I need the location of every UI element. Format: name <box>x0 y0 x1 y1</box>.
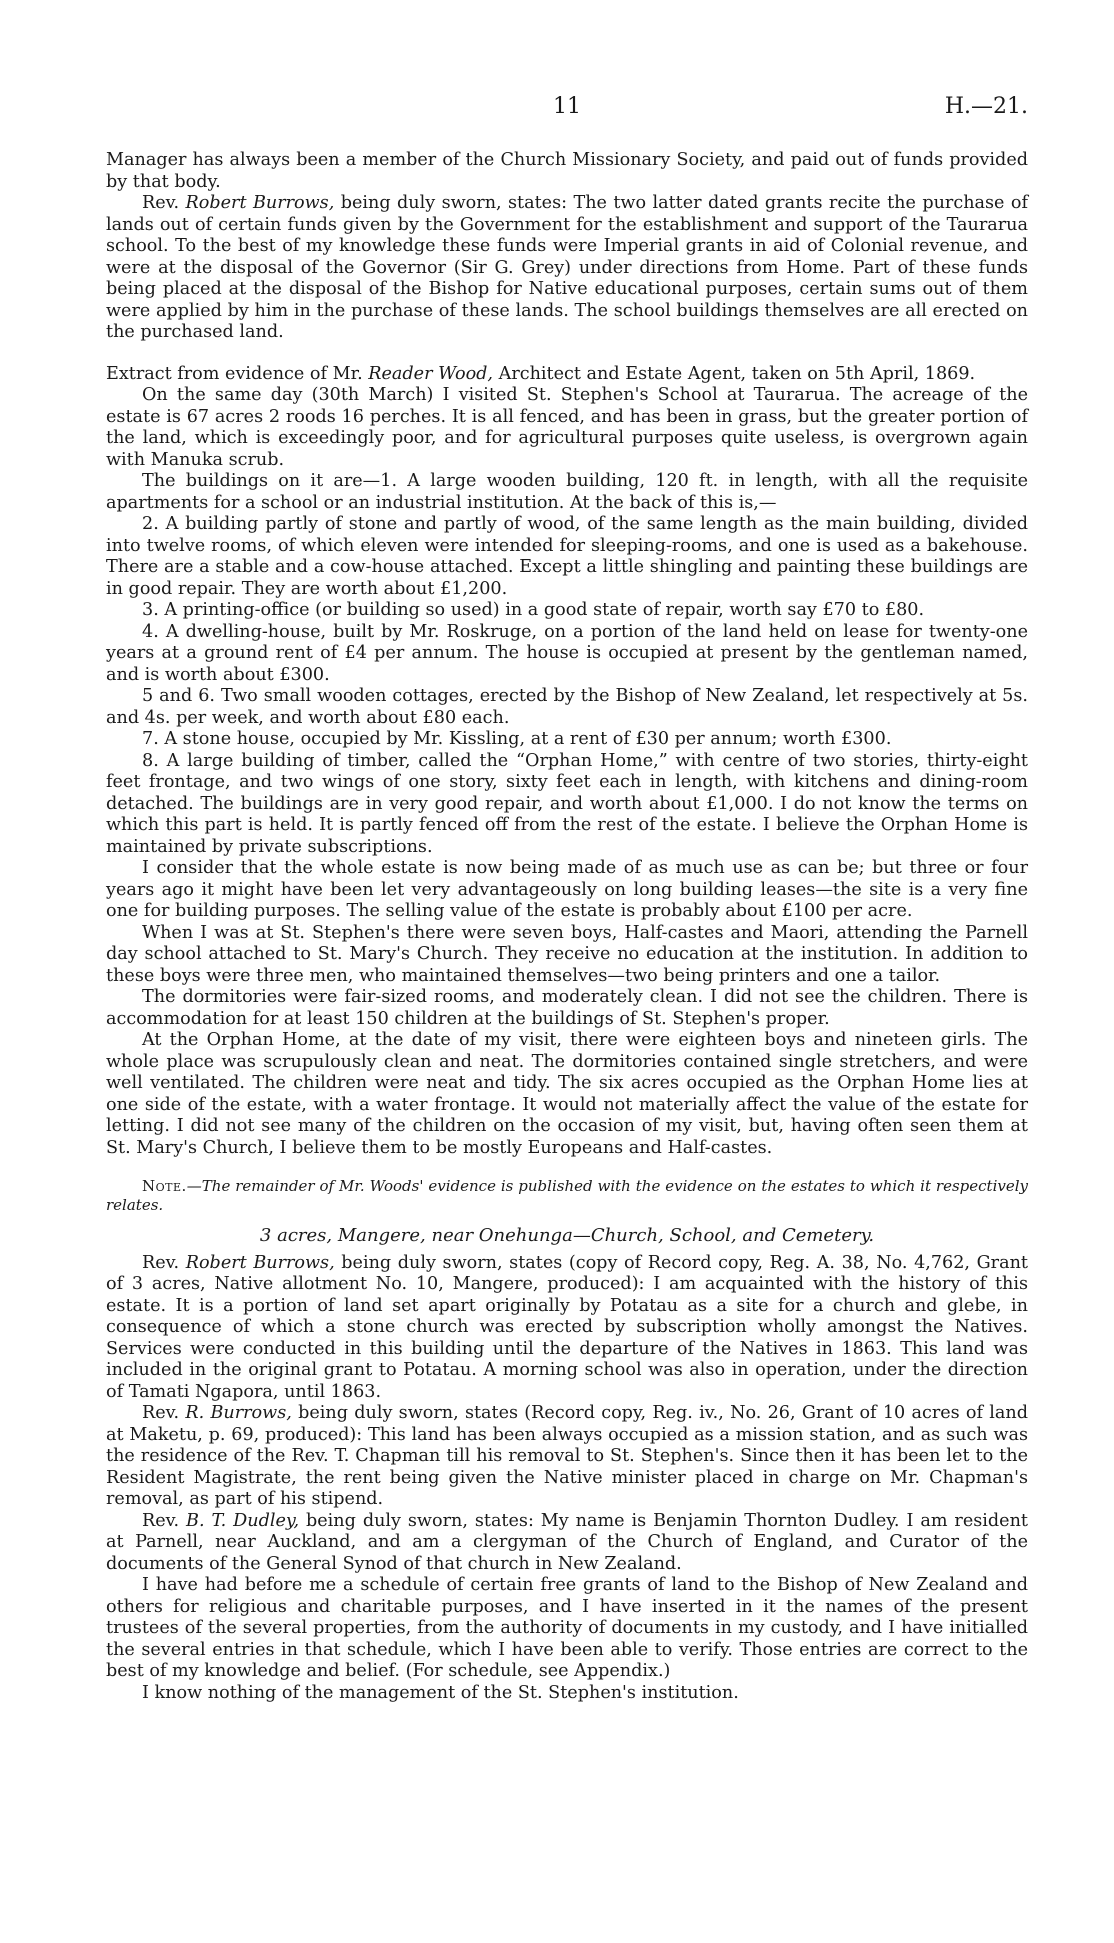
text-segment: being duly sworn, states (Record copy, Reg. iv., No. 26, Grant of 10 acres of land at Maketu, p. 69, produced): This land has been always occupied as a mission station, and as such was the residence of the Rev. T. Chapman till his removal to St. Stephen's. Since then it has been let to the Resident Magistrate, the rent being given the Native minister placed in charge on Mr. Chapman's removal, as part of his stipend. <box>106 1403 1028 1509</box>
paragraph-building-5-6: 5 and 6. Two small wooden cottages, erected by the Bishop of New Zealand, let respectively at 5s. and 4s. per week, and worth about £80 each. <box>106 686 1028 728</box>
page-number: 11 <box>553 94 581 119</box>
section-title: 3 acres, Mangere, near Onehunga—Church, School, and Cemetery. <box>259 1225 875 1246</box>
paragraph-maketu <box>106 1403 1028 1511</box>
paragraph-extract-heading <box>106 364 1028 386</box>
witness-name: R. Burrows, <box>185 1403 292 1423</box>
witness-name: Robert Burrows, <box>185 193 335 213</box>
paragraph-continued: Manager has always been a member of the Church Missionary Society, and paid out of funds provided by that body. <box>106 150 1028 192</box>
text-segment: Rev. <box>142 193 186 213</box>
text-segment: Architect and Estate Agent, taken on 5th April, 1869. <box>493 363 976 384</box>
note-label: Note. <box>142 1177 187 1195</box>
paragraph-orphan-home: At the Orphan Home, at the date of my visit, there were eighteen boys and nineteen girls. The whole place was scrupulously clean and neat. The dormitories contained single stretchers, and were well ventilated. The children were neat and tidy. The six acres occupied as the Orphan Home lies at one side of the estate, with a water frontage. It would not materially affect the value of the estate for letting. I did not see many of the children on the occasion of my visit, but, having often seen them at St. Mary's Church, I believe them to be mostly Europeans and Half-castes. <box>106 1030 1028 1158</box>
paragraph-building-4: 4. A dwelling-house, built by Mr. Roskruge, on a portion of the land held on lease for twenty-one years at a ground rent of £4 per annum. The house is occupied at present by the gentleman named, and is worth about £300. <box>106 621 1028 685</box>
paragraph-dudley <box>106 1511 1028 1576</box>
document-reference: H.—21. <box>944 94 1028 119</box>
note <box>106 1177 1028 1215</box>
witness-name: Reader Wood, <box>368 363 494 384</box>
paragraph-visit: On the same day (30th March) I visited St. Stephen's School at Taurarua. The acreage of the estate is 67 acres 2 roods 16 perches. It is all fenced, and has been in grass, but the greater portion of the land, which is exceedingly poor, and for agricultural purposes quite useless, is overgrown again with Manuka scrub. <box>106 385 1028 470</box>
paragraph-mangere <box>106 1253 1028 1404</box>
paragraph-building-3: 3. A printing-office (or building so used) in a good state of repair, worth say £70 to £80. <box>142 600 925 620</box>
paragraph-buildings: The buildings on it are—1. A large wooden building, 120 ft. in length, with all the requisite apartments for a school or an industrial institution. At the back of this is,— <box>106 471 1028 513</box>
document-page <box>106 96 1028 1704</box>
paragraph-building-8: 8. A large building of timber, called the “Orphan Home,” with centre of two stories, thirty-eight feet frontage, and two wings of one story, sixty feet each in length, with kitchens and dining-room detached. The buildings are in very good repair, and worth about £1,000. I do not know the terms on which this part is held. It is partly fenced off from the rest of the estate. I believe the Orphan Home is maintained by private subscriptions. <box>106 750 1028 857</box>
text-segment: Rev. <box>142 1252 186 1273</box>
paragraph-building-2: 2. A building partly of stone and partly of wood, of the same length as the main building, divided into twelve rooms, of which eleven were intended for sleeping-rooms, and one is used as a bakehouse. There are a stable and a cow-house attached. Except a little shingling and painting these buildings are in good repair. They are worth about £1,200. <box>106 514 1028 599</box>
paragraph-building-7: 7. A stone house, occupied by Mr. Kissling, at a rent of £30 per annum; worth £300. <box>142 729 892 749</box>
page-header <box>106 96 1028 132</box>
paragraph-boys: When I was at St. Stephen's there were seven boys, Half-castes and Maori, attending the Parnell day school attached to St. Mary's Church. They receive no education at the institution. In addition to these boys were three men, who maintained themselves—two being printers and one a tailor. <box>106 922 1028 986</box>
paragraph-burrows-statement <box>106 193 1028 344</box>
text-segment: being duly sworn, states (copy of Record copy, Reg. A. 38, No. 4,762, Grant of 3 acres, Native allotment No. 10, Mangere, produced): I am acquainted with the history of this estate. It is a portion of land set apart originally by Potatau as a site for a church and glebe, in consequence of which a stone church was erected by subscription wholly amongst the Natives. Services were conducted in this building until the departure of the Natives in 1863. This land was included in the original grant to Potatau. A morning school was also in operation, under the direction of Tamati Ngapora, until 1863. <box>106 1252 1028 1402</box>
paragraph-closing: I know nothing of the management of the St. Stephen's institution. <box>142 1682 739 1703</box>
text-segment: Extract from evidence of Mr. <box>106 363 369 384</box>
paragraph-estate-use: I consider that the whole estate is now being made of as much use as can be; but three or four years ago it might have been let very advantageously on long building leases—the site is a very fine one for building purposes. The selling value of the estate is probably about £100 per acre. <box>106 858 1028 921</box>
witness-name: Robert Burrows, <box>185 1252 335 1273</box>
text-segment: Rev. <box>142 1403 186 1423</box>
paragraph-schedule: I have had before me a schedule of certain free grants of land to the Bishop of New Zealand and others for religious and charitable purposes, and I have inserted in it the names of the present trustees of the several properties, from the authority of documents in my custody, and I have initialled the several entries in that schedule, which I have been able to verify. Those entries are correct to the best of my knowledge and belief. (For schedule, see Appendix.) <box>106 1575 1028 1681</box>
note-text: —The remainder of Mr. Woods' evidence is published with the evidence on the estates to which it respectively relates. <box>106 1177 1028 1214</box>
witness-name: B. T. Dudley, <box>186 1510 300 1531</box>
text-segment: being duly sworn, states: My name is Benjamin Thornton Dudley. I am resident at Parnell, near Auckland, and am a clergyman of the Church of England, and Curator of the documents of the General Synod of that church in New Zealand. <box>106 1510 1028 1574</box>
paragraph-dormitories: The dormitories were fair-sized rooms, and moderately clean. I did not see the children. There is accommodation for at least 150 children at the buildings of St. Stephen's proper. <box>106 987 1028 1029</box>
text-segment: Rev. <box>142 1510 187 1531</box>
text-segment: being duly sworn, states: The two latter dated grants recite the purchase of lands out of certain funds given by the Government for the establishment and support of the Taurarua school. To the best of my knowledge these funds were Imperial grants in aid of Colonial revenue, and were at the disposal of the Governor (Sir G. Grey) under directions from Home. Part of these funds being placed at the disposal of the Bishop for Native educational purposes, certain sums out of them were applied by him in the purchase of these lands. The school buildings themselves are all erected on the purchased land. <box>106 193 1028 342</box>
